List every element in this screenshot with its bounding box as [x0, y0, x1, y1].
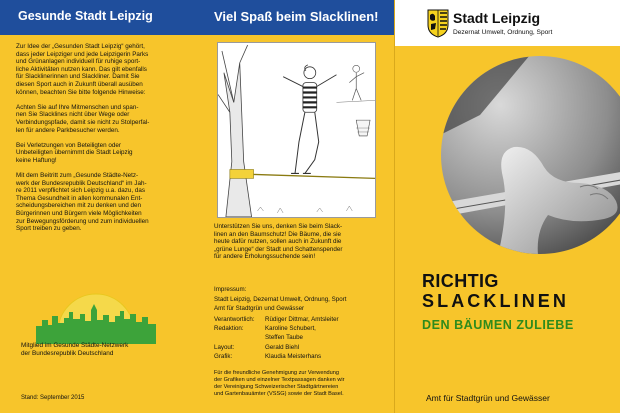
text-line: für Slacklinerinnen und Slackliner. Damit Sie: [16, 73, 140, 81]
impressum-office: Amt für Stadtgrün und Gewässer: [214, 305, 305, 313]
main-title-line-1: RICHTIG: [422, 271, 499, 291]
text-line: werk der Bundesrepublik Deutschland“ im Jah-: [16, 179, 147, 187]
text-line: liche Aktivitäten nutzen kann. Das gilt ebenfalls: [16, 65, 147, 73]
text-line: nen Sie Slacklines nicht über Wege oder: [16, 111, 130, 119]
left-paragraph: [16, 43, 182, 96]
text-line: Bei Verletzungen von Beteiligten oder: [16, 141, 122, 149]
right-panel: [394, 0, 620, 413]
text-line: Verbindungspfade, damit sie nicht zu Stolperfal-: [16, 118, 150, 126]
text-line: zur Bewegungsförderung und zum individuellen: [16, 217, 149, 225]
text-line: Bürgerinnen und Bürgern viele Möglichkeiten: [16, 210, 142, 218]
text-line: Zur Idee der „Gesunden Stadt Leipzig“ gehört,: [16, 43, 145, 50]
city-logo-band: [395, 0, 620, 46]
impressum-label: Layout:: [214, 343, 235, 351]
text-line: re 2011 verpflichtet sich Leipzig u.a. dazu, das: [16, 187, 146, 195]
network-membership-caption: [21, 342, 128, 358]
note-line: der Vereinigung Schweizerischer Stadtgärtnereien: [214, 384, 339, 391]
text-line: können, beachten Sie bitte folgende Hinweise:: [16, 88, 146, 96]
acknowledgement-note: [214, 370, 345, 398]
impressum-value: Steffen Taube: [265, 334, 303, 342]
impressum-table: [214, 315, 339, 361]
caption-line: Mitglied im Gesunde Städte-Netzwerk: [21, 342, 129, 349]
text-line: Sport treiben zu geben.: [16, 225, 82, 233]
left-paragraph: [16, 142, 182, 165]
impressum-value: Rüdiger Dittmar, Amtsleiter: [265, 315, 339, 323]
left-body-text: [16, 43, 182, 233]
impressum-row: [214, 333, 339, 342]
edition-date: Stand: September 2015: [21, 395, 85, 401]
middle-header-title: Viel Spaß beim Slacklinen!: [214, 9, 379, 24]
caption-line: der Bundesrepublik Deutschland: [21, 350, 114, 357]
impressum-label: Redaktion:: [214, 325, 244, 333]
impressum-label: Verantwortlich:: [214, 315, 255, 323]
city-department: Dezernat Umwelt, Ordnung, Sport: [453, 29, 553, 36]
impressum-heading: Impressum:: [214, 286, 247, 293]
sub-title: DEN BÄUMEN ZULIEBE: [422, 318, 574, 332]
text-line: scheidungsbereichen mit zu denken und den: [16, 202, 141, 210]
text-line: Mit dem Beitritt zum „Gesunde Städte-Netz-: [16, 172, 139, 180]
middle-header-band: [198, 0, 394, 35]
text-line: dass jeder Leipziger und jede Leipzigerin Parks: [16, 50, 149, 58]
text-line: Thema Gesundheit in allen kommunalen Ent-: [16, 194, 143, 202]
main-title-line-2: SLACKLINEN: [422, 291, 569, 311]
impressum-row: [214, 343, 339, 352]
impressum-value: Karoline Schubert,: [265, 325, 316, 333]
leipzig-lion-crest: [427, 9, 449, 38]
left-paragraph: [16, 172, 182, 233]
impressum-row: [214, 352, 339, 361]
left-header-band: [0, 0, 198, 35]
text-line: keine Haftung!: [16, 156, 57, 164]
main-title: [422, 271, 569, 311]
impressum-row: [214, 324, 339, 333]
note-line: Für die freundliche Genehmigung zur Verwendung: [214, 370, 340, 376]
text-line: für andere Erholungssuchende sein!: [214, 253, 316, 261]
impressum-label: [214, 333, 265, 342]
text-line: Unbeteiligten übernimmt die Stadt Leipzig: [16, 149, 133, 157]
text-line: Achten Sie auf Ihre Mitmenschen und span-: [16, 103, 139, 111]
foot-on-slackline-photo: [440, 55, 620, 255]
tree-protection-text: [214, 223, 380, 261]
note-line: und Gartenbauämter (VSSG) sowie der Stadt Basel.: [214, 391, 344, 398]
impressum-row: [214, 315, 339, 324]
left-panel: [0, 0, 198, 413]
impressum: [214, 286, 386, 361]
text-line: „grüne Lunge“ der Stadt und Schattenspender: [214, 245, 343, 253]
note-line: der Grafiken und einzelner Textpassagen danken wir: [214, 377, 345, 384]
text-line: Unterstützen Sie uns, denken Sie beim Slack-: [214, 223, 343, 230]
city-brand-name: Stadt Leipzig: [453, 10, 541, 26]
text-line: und Grünanlagen individuell für ruhige sport-: [16, 58, 141, 66]
impressum-publisher: Stadt Leipzig, Dezernat Umwelt, Ordnung, Sport: [214, 295, 347, 303]
text-line: diesen Sport auch in Zukunft überall ausüben: [16, 80, 143, 88]
footer-department: Amt für Stadtgrün und Gewässer: [426, 393, 550, 403]
slackline-drawing: [217, 42, 376, 218]
text-line: heute dafür nutzen, sollen auch in Zukunft die: [214, 238, 342, 246]
left-header-title: Gesunde Stadt Leipzig: [18, 9, 153, 23]
impressum-label: Grafik:: [214, 352, 233, 360]
text-line: len für andere Parkbesucher werden.: [16, 126, 120, 134]
middle-panel: [198, 0, 394, 413]
left-paragraph: [16, 104, 182, 134]
healthy-cities-skyline-logo: [36, 292, 156, 344]
impressum-value: Gerald Biehl: [265, 343, 300, 351]
text-line: linen an den Baumschutz! Die Bäume, die sie: [214, 230, 342, 238]
impressum-value: Klaudia Meisterhans: [265, 352, 322, 360]
